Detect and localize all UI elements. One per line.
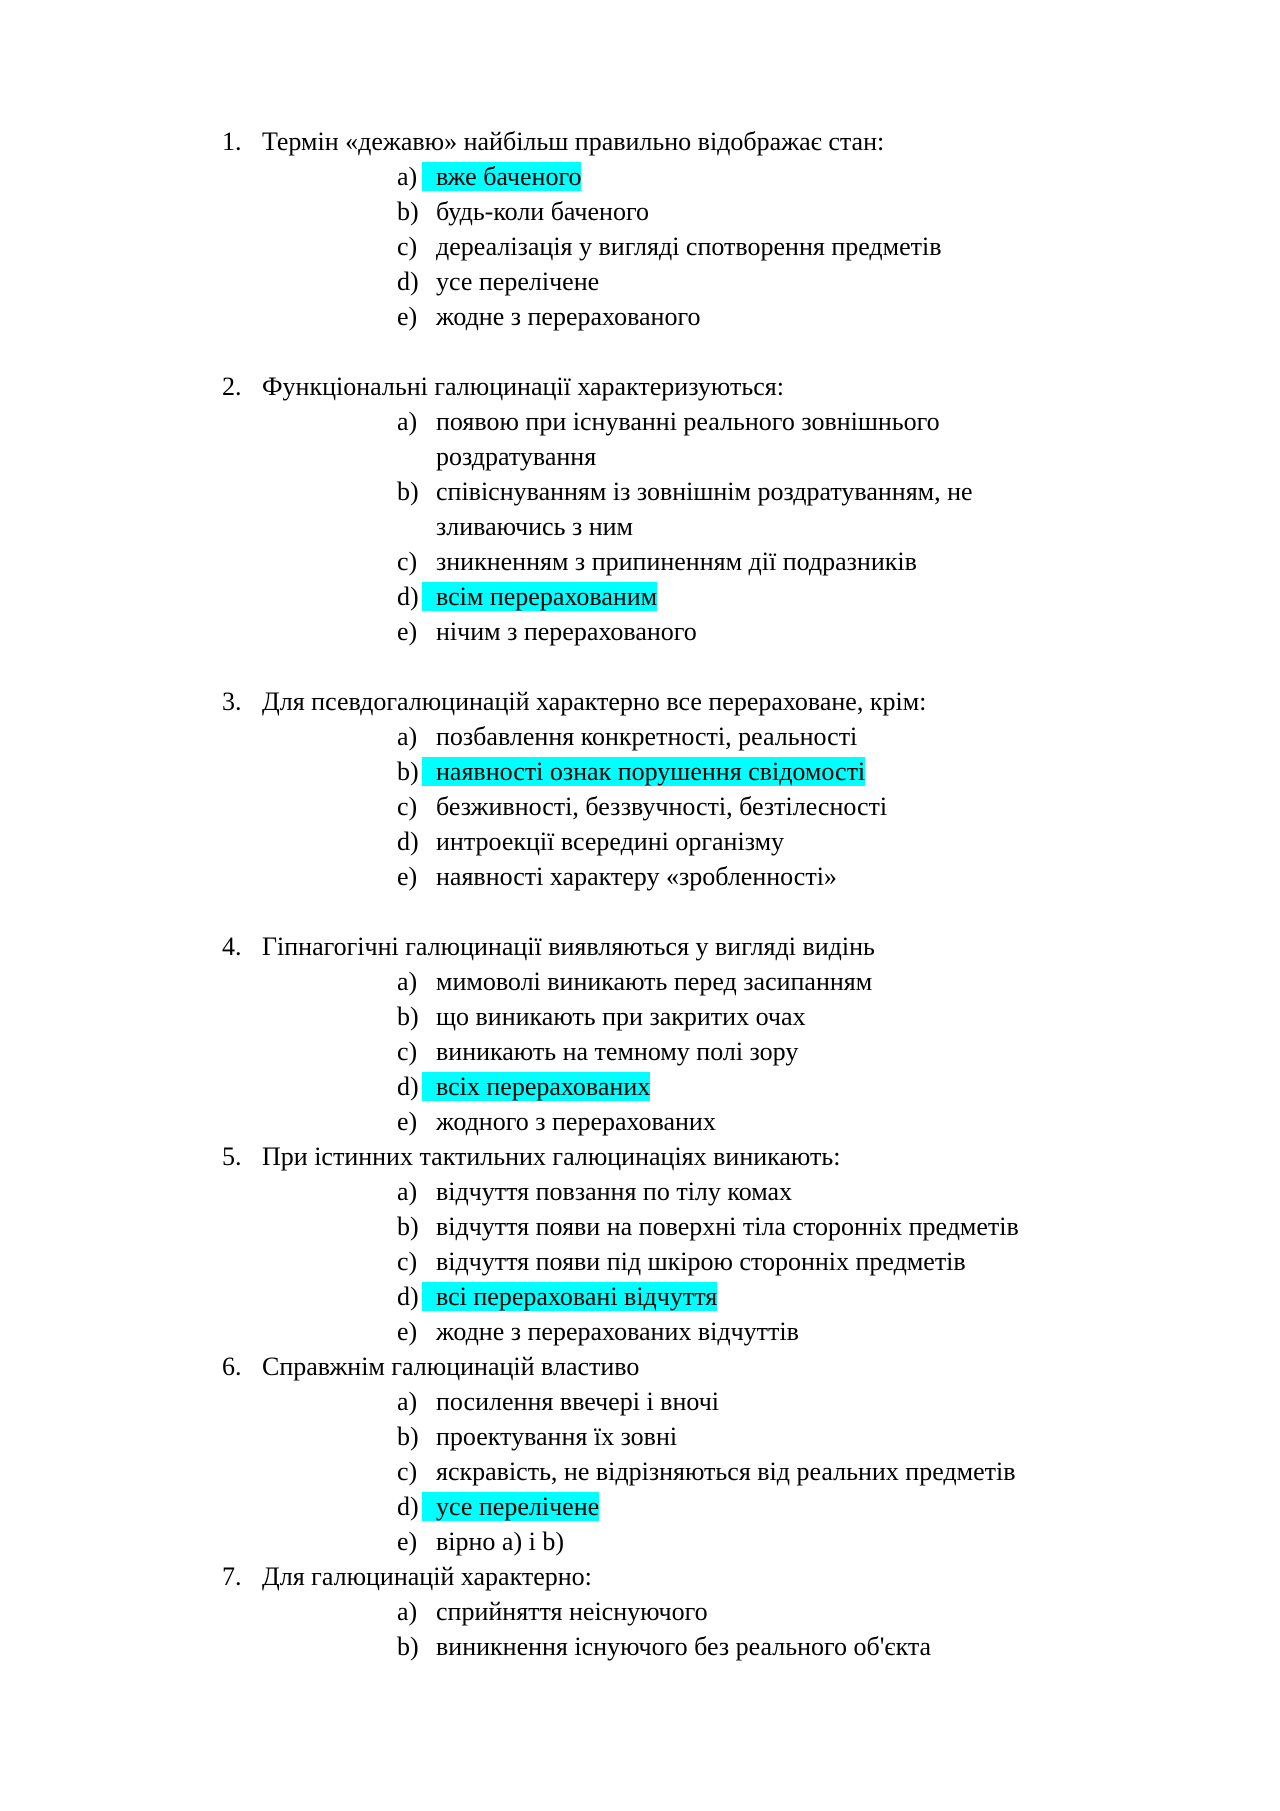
- option-c: [0, 1244, 1280, 1279]
- option-d: [0, 579, 1280, 614]
- option-e: [0, 1524, 1280, 1559]
- option-text: нічим з перерахованого: [436, 617, 697, 646]
- question-number: 2.: [222, 372, 242, 401]
- option-letter: e): [397, 1527, 418, 1556]
- option-text: сприйняття неіснуючого: [436, 1597, 708, 1626]
- question-text: Термін «дежавю» найбільш правильно відображає стан:: [262, 127, 885, 156]
- question-number: 1.: [222, 127, 242, 156]
- option-letter: a): [397, 162, 418, 191]
- option-d: [0, 824, 1280, 859]
- option-letter: b): [397, 757, 419, 786]
- option-letter: e): [397, 617, 418, 646]
- option-letter: a): [397, 407, 418, 436]
- option-letter: d): [397, 827, 419, 856]
- option-b: [0, 754, 1280, 789]
- option-letter: a): [397, 722, 418, 751]
- option-letter: b): [397, 477, 419, 506]
- option-c: [0, 544, 1280, 579]
- option-text: зникненням з припиненням дії подразників: [436, 547, 917, 576]
- option-b: [0, 1629, 1280, 1664]
- option-e: [0, 614, 1280, 649]
- option-b: [0, 194, 1280, 229]
- option-text: вірно а) і b): [436, 1527, 564, 1556]
- option-letter: e): [397, 862, 418, 891]
- option-c: [0, 229, 1280, 264]
- option-e: [0, 299, 1280, 334]
- option-text: яскравість, не відрізняються від реальних предметів: [436, 1457, 1016, 1486]
- option-d: [0, 1069, 1280, 1104]
- option-a: [0, 964, 1280, 999]
- option-letter: c): [397, 1247, 418, 1276]
- option-letter: a): [397, 1597, 418, 1626]
- option-c: [0, 1034, 1280, 1069]
- option-text: жодне з перерахованих відчуттів: [436, 1317, 799, 1346]
- option-letter: d): [397, 1492, 419, 1521]
- option-text: співіснуванням із зовнішнім роздратуванням, не зливаючись з ним: [436, 477, 973, 541]
- question-text: Для галюцинацій характерно:: [262, 1562, 592, 1591]
- option-text: усе перелічене: [436, 267, 600, 296]
- question-5: [0, 1139, 1280, 1349]
- option-b: [0, 1419, 1280, 1454]
- question-number: 6.: [222, 1352, 242, 1381]
- option-text-highlighted: всім перерахованим: [422, 582, 657, 611]
- option-text: що виникають при закритих очах: [436, 1002, 806, 1031]
- option-c: [0, 789, 1280, 824]
- option-text: виникають на темному полі зору: [436, 1037, 799, 1066]
- option-text: виникнення існуючого без реального об'єкта: [436, 1632, 932, 1661]
- option-text: наявності характеру «зробленності»: [436, 862, 837, 891]
- option-b: [0, 999, 1280, 1034]
- option-a: [0, 1384, 1280, 1419]
- option-text: позбавлення конкретності, реальності: [436, 722, 858, 751]
- question-number: 5.: [222, 1142, 242, 1171]
- option-text: посилення ввечері і вночі: [436, 1387, 719, 1416]
- option-letter: d): [397, 267, 419, 296]
- option-text: будь-коли баченого: [436, 197, 649, 226]
- option-text-highlighted: вже баченого: [422, 162, 581, 191]
- question-text: Функціональні галюцинації характеризуються:: [262, 372, 784, 401]
- document-page: [0, 124, 1280, 1664]
- option-letter: a): [397, 967, 418, 996]
- option-text-highlighted: всі перераховані відчуття: [422, 1282, 717, 1311]
- option-text: дереалізація у вигляді спотворення предметів: [436, 232, 942, 261]
- option-text: відчуття появи під шкірою сторонніх предметів: [436, 1247, 966, 1276]
- question-6: [0, 1349, 1280, 1559]
- option-letter: e): [397, 1107, 418, 1136]
- option-text: появою при існуванні реального зовнішнього роздратування: [436, 407, 940, 471]
- question-4: [0, 929, 1280, 1139]
- option-text-highlighted: наявності ознак порушення свідомості: [422, 757, 865, 786]
- option-text-highlighted: всіх перерахованих: [422, 1072, 650, 1101]
- option-a: [0, 404, 1280, 474]
- option-d: [0, 1279, 1280, 1314]
- question-7: [0, 1559, 1280, 1664]
- option-text: жодне з перерахованого: [436, 302, 701, 331]
- question-1: [0, 124, 1280, 334]
- question-text: При істинних тактильних галюцинаціях виникають:: [262, 1142, 841, 1171]
- option-letter: b): [397, 1002, 419, 1031]
- option-a: [0, 1594, 1280, 1629]
- question-text: Справжнім галюцинацій властиво: [262, 1352, 640, 1381]
- option-letter: a): [397, 1177, 418, 1206]
- option-text: безживності, беззвучності, безтілесності: [436, 792, 888, 821]
- option-text: відчуття появи на поверхні тіла сторонніх предметів: [436, 1212, 1019, 1241]
- option-a: [0, 1174, 1280, 1209]
- option-letter: e): [397, 1317, 418, 1346]
- option-e: [0, 1104, 1280, 1139]
- option-letter: b): [397, 1422, 419, 1451]
- option-a: [0, 719, 1280, 754]
- option-letter: e): [397, 302, 418, 331]
- option-c: [0, 1454, 1280, 1489]
- question-2: [0, 369, 1280, 649]
- question-3: [0, 684, 1280, 894]
- option-e: [0, 1314, 1280, 1349]
- option-letter: d): [397, 582, 419, 611]
- option-text: проектування їх зовні: [436, 1422, 678, 1451]
- question-number: 3.: [222, 687, 242, 716]
- option-letter: b): [397, 1212, 419, 1241]
- option-b: [0, 1209, 1280, 1244]
- question-text: Гіпнагогічні галюцинації виявляються у вигляді видінь: [262, 932, 875, 961]
- option-letter: a): [397, 1387, 418, 1416]
- option-a: [0, 159, 1280, 194]
- option-letter: c): [397, 1457, 418, 1486]
- option-d: [0, 264, 1280, 299]
- option-letter: c): [397, 232, 418, 261]
- question-number: 7.: [222, 1562, 242, 1591]
- option-letter: c): [397, 1037, 418, 1066]
- option-e: [0, 859, 1280, 894]
- option-letter: d): [397, 1072, 419, 1101]
- option-text: відчуття повзання по тілу комах: [436, 1177, 793, 1206]
- option-letter: b): [397, 197, 419, 226]
- option-text: мимоволі виникають перед засипанням: [436, 967, 873, 996]
- option-letter: c): [397, 792, 418, 821]
- option-d: [0, 1489, 1280, 1524]
- option-text: интроекції всередині організму: [436, 827, 785, 856]
- option-text: жодного з перерахованих: [436, 1107, 716, 1136]
- option-letter: d): [397, 1282, 419, 1311]
- option-letter: b): [397, 1632, 419, 1661]
- question-text: Для псевдогалюцинацій характерно все перераховане, крім:: [262, 687, 927, 716]
- option-letter: c): [397, 547, 418, 576]
- question-number: 4.: [222, 932, 242, 961]
- option-text-highlighted: усе перелічене: [422, 1492, 599, 1521]
- option-b: [0, 474, 1280, 544]
